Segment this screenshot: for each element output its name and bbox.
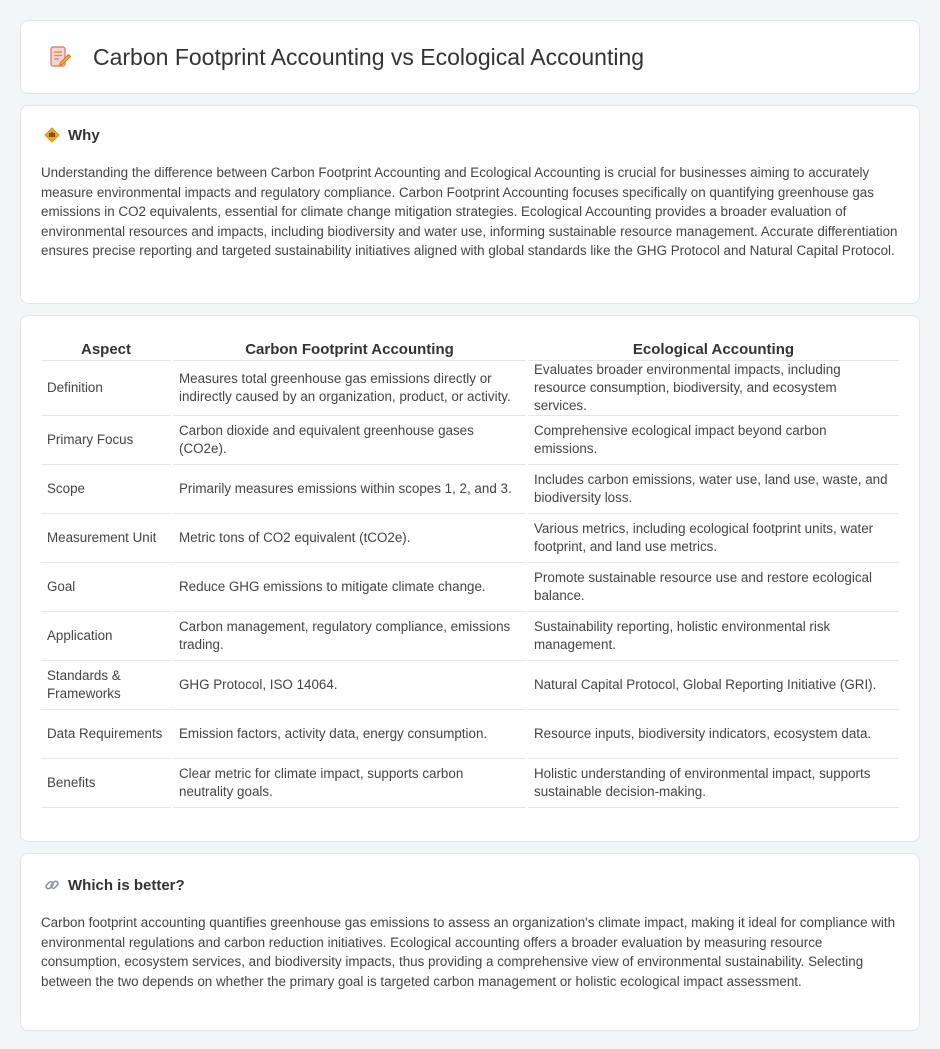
better-heading <box>41 876 899 894</box>
cell-ecological: Promote sustainable resource use and restore ecological balance. <box>527 562 899 611</box>
header-aspect: Aspect <box>41 336 172 360</box>
cell-carbon: GHG Protocol, ISO 14064. <box>172 660 527 709</box>
cell-carbon: Emission factors, activity data, energy consumption. <box>172 709 527 758</box>
cell-ecological: Various metrics, including ecological footprint units, water footprint, and land use metrics. <box>527 513 899 562</box>
page-title: Carbon Footprint Accounting vs Ecological Accounting <box>93 43 645 70</box>
cell-carbon: Measures total greenhouse gas emissions directly or indirectly caused by an organization, product, or activity. <box>172 360 527 415</box>
table-row <box>41 415 899 464</box>
header-ecological: Ecological Accounting <box>527 336 899 360</box>
cell-ecological: Holistic understanding of environmental impact, supports sustainable decision-making. <box>527 758 899 807</box>
table-row <box>41 709 899 758</box>
comparison-table <box>41 336 899 808</box>
table-header-row <box>41 336 899 360</box>
title-card <box>20 20 920 94</box>
cell-aspect: Benefits <box>41 758 172 807</box>
cell-aspect: Measurement Unit <box>41 513 172 562</box>
diamond-warning-icon <box>43 126 61 144</box>
table-row <box>41 513 899 562</box>
which-is-better-section <box>20 853 920 1031</box>
cell-ecological: Comprehensive ecological impact beyond carbon emissions. <box>527 415 899 464</box>
cell-aspect: Definition <box>41 360 172 415</box>
table-row <box>41 611 899 660</box>
cell-carbon: Primarily measures emissions within scopes 1, 2, and 3. <box>172 464 527 513</box>
cell-carbon: Carbon management, regulatory compliance, emissions trading. <box>172 611 527 660</box>
better-heading-label: Which is better? <box>68 876 185 894</box>
cell-aspect: Scope <box>41 464 172 513</box>
cell-ecological: Sustainability reporting, holistic environmental risk management. <box>527 611 899 660</box>
link-icon <box>43 876 61 894</box>
better-text: Carbon footprint accounting quantifies greenhouse gas emissions to assess an organization's climate impact, making it ideal for compliance with environmental regulations and carbon reduction initiatives. Ecological accounting offers a broader evaluation by measuring resource consumption, ecosystem services, and biodiversity impacts, thus providing a comprehensive view of environmental sustainability. Selecting between the two depends on whether the primary goal is targeted carbon management or holistic ecological impact assessment. <box>41 915 896 989</box>
cell-aspect: Application <box>41 611 172 660</box>
why-heading <box>41 126 899 144</box>
cell-ecological: Resource inputs, biodiversity indicators, ecosystem data. <box>527 709 899 758</box>
cell-aspect: Primary Focus <box>41 415 172 464</box>
cell-aspect: Data Requirements <box>41 709 172 758</box>
cell-carbon: Carbon dioxide and equivalent greenhouse gases (CO2e). <box>172 415 527 464</box>
table-row <box>41 660 899 709</box>
why-heading-label: Why <box>68 126 100 144</box>
why-text: Understanding the difference between Carbon Footprint Accounting and Ecological Accounting is crucial for businesses aiming to accurately measure environmental impacts and regulatory compliance. Carbon Footprint Accounting focuses specifically on quantifying greenhouse gas emissions in CO2 equivalents, essential for climate change mitigation strategies. Ecological Accounting provides a broader evaluation of environmental resources and impacts, including biodiversity and water use, informing sustainable resource management. Accurate differentiation ensures precise reporting and targeted sustainability initiatives aligned with global standards like the GHG Protocol and Natural Capital Protocol. <box>41 165 898 259</box>
header-carbon-footprint: Carbon Footprint Accounting <box>172 336 527 360</box>
table-row <box>41 464 899 513</box>
document-edit-icon <box>47 44 73 70</box>
cell-carbon: Reduce GHG emissions to mitigate climate change. <box>172 562 527 611</box>
cell-aspect: Standards & Frameworks <box>41 660 172 709</box>
comparison-table-card <box>20 315 920 842</box>
cell-aspect: Goal <box>41 562 172 611</box>
table-row <box>41 360 899 415</box>
cell-carbon: Clear metric for climate impact, supports carbon neutrality goals. <box>172 758 527 807</box>
cell-ecological: Includes carbon emissions, water use, land use, waste, and biodiversity loss. <box>527 464 899 513</box>
cell-ecological: Natural Capital Protocol, Global Reporting Initiative (GRI). <box>527 660 899 709</box>
why-section <box>20 105 920 304</box>
cell-ecological: Evaluates broader environmental impacts, including resource consumption, biodiversity, and ecosystem services. <box>527 360 899 415</box>
cell-carbon: Metric tons of CO2 equivalent (tCO2e). <box>172 513 527 562</box>
table-row <box>41 758 899 807</box>
table-row <box>41 562 899 611</box>
